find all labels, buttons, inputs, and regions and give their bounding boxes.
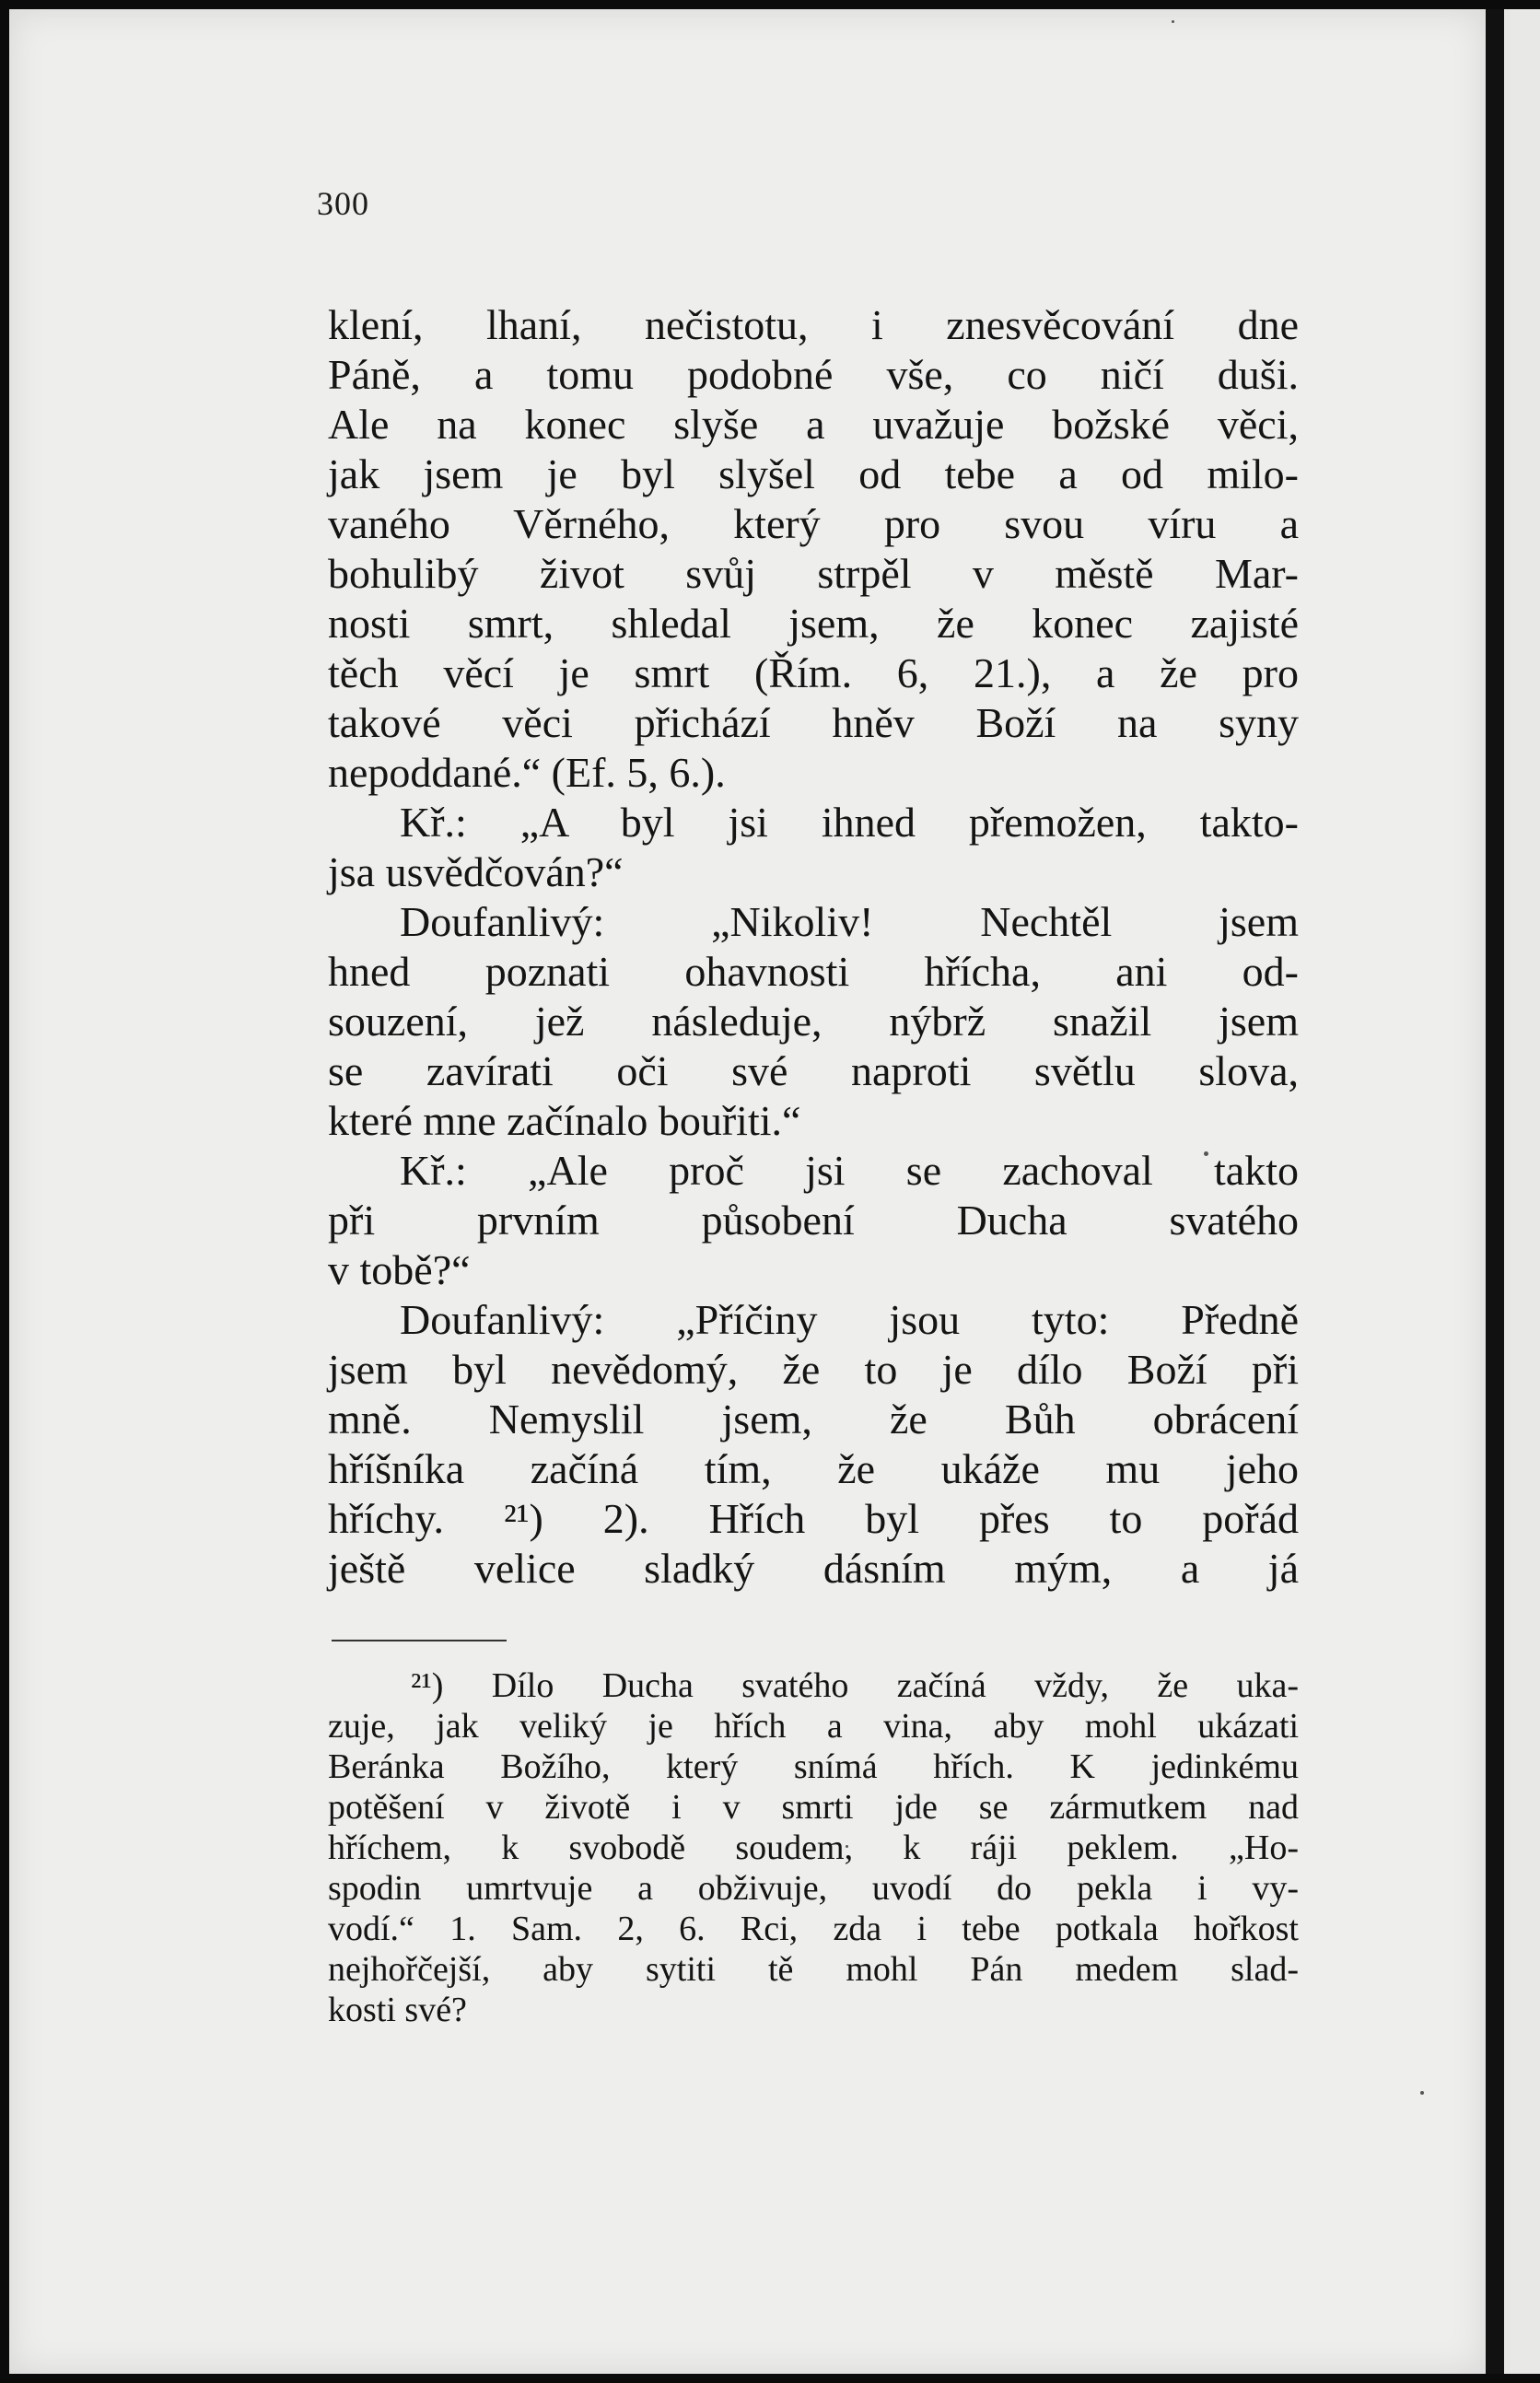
footnote-separator — [332, 1640, 507, 1641]
footnote-line: ²¹) Dílo Ducha svatého začíná vždy, že uka- — [411, 1666, 1299, 1705]
adjacent-page-edge — [1504, 9, 1540, 2374]
text-line: při prvním působení Ducha svatého — [328, 1197, 1299, 1244]
footnote-line: vodí.“ 1. Sam. 2, 6. Rci, zda i tebe potkala hořkost — [328, 1910, 1299, 1948]
text-line: které mne začínalo bouřiti.“ — [328, 1097, 801, 1144]
text-line: v tobě?“ — [328, 1246, 471, 1293]
text-line: Ale na konec slyše a uvažuje božské věci, — [328, 401, 1299, 448]
text-line: těch věcí je smrt (Řím. 6, 21.), a že pro — [328, 649, 1299, 696]
text-line: hned poznati ohavnosti hřícha, ani od- — [328, 948, 1299, 995]
text-line: jsa usvědčován?“ — [328, 848, 624, 895]
text-line: nepoddané.“ (Ef. 5, 6.). — [328, 749, 726, 796]
text-line: jak jsem je byl slyšel od tebe a od milo- — [328, 450, 1299, 497]
text-line: Doufanlivý: „Příčiny jsou tyto: Předně — [400, 1296, 1299, 1343]
text-line: bohulibý život svůj strpěl v městě Mar- — [328, 550, 1299, 597]
body-text — [328, 300, 1299, 1594]
text-line: hříšníka začíná tím, že ukáže mu jeho — [328, 1445, 1299, 1492]
footnote-line: potěšení v životě i v smrti jde se zármutkem nad — [328, 1788, 1299, 1827]
text-line: Kř.: „Ale proč jsi se zachoval takto — [400, 1147, 1299, 1194]
footnote-line: nejhořčejší, aby sytiti tě mohl Pán medem slad- — [328, 1950, 1299, 1989]
footnote-line: hříchem, k svobodě soudem, k ráji peklem. „Ho- — [328, 1828, 1299, 1867]
text-line: klení, lhaní, nečistotu, i znesvěcování dne — [328, 301, 1299, 348]
text-line: Kř.: „A byl jsi ihned přemožen, takto- — [400, 799, 1299, 846]
text-line: hříchy. ²¹) 2). Hřích byl přes to pořád — [328, 1495, 1299, 1542]
footnote — [328, 1665, 1299, 2030]
footnote-line: spodin umrtvuje a obživuje, uvodí do pekla i vy- — [328, 1869, 1299, 1908]
text-line: ještě velice sladký dásním mým, a já — [328, 1545, 1299, 1592]
page-number: 300 — [317, 185, 369, 222]
text-line: souzení, jež následuje, nýbrž snažil jsem — [328, 998, 1299, 1045]
text-line: vaného Věrného, který pro svou víru a — [328, 500, 1299, 547]
text-line: takové věci přichází hněv Boží na syny — [328, 699, 1299, 746]
text-line: Páně, a tomu podobné vše, co ničí duši. — [328, 351, 1299, 398]
text-line: Doufanlivý: „Nikoliv! Nechtěl jsem — [400, 898, 1299, 945]
footnote-line: Beránka Božího, který snímá hřích. K jedinkému — [328, 1747, 1299, 1786]
text-line: jsem byl nevědomý, že to je dílo Boží při — [328, 1346, 1299, 1393]
text-line: nosti smrt, shledal jsem, že konec zajisté — [328, 600, 1299, 647]
text-line: se zavírati oči své naproti světlu slova, — [328, 1047, 1299, 1094]
footnote-line: kosti své? — [328, 1991, 467, 2029]
text-line: mně. Nemyslil jsem, že Bůh obrácení — [328, 1396, 1299, 1443]
footnote-line: zuje, jak veliký je hřích a vina, aby mohl ukázati — [328, 1707, 1299, 1746]
page-gutter — [1486, 9, 1504, 2374]
